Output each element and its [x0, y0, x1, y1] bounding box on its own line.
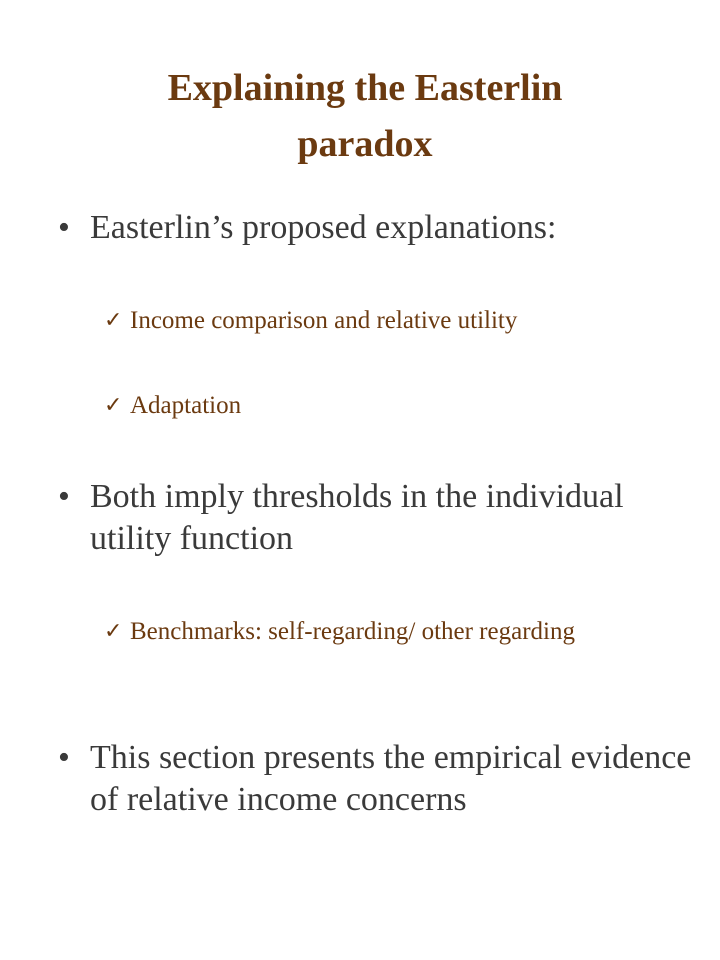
slide-title-line-2: paradox — [297, 123, 433, 165]
sub-item-text: Income comparison and relative utility — [130, 307, 518, 334]
bullet-item — [58, 207, 708, 249]
bullet-text: Easterlin’s proposed explanations: — [90, 209, 557, 246]
slide-title-line-1: Explaining the Easterlin — [167, 67, 563, 109]
checkmark-icon: ✓ — [104, 619, 123, 644]
checkmark-icon: ✓ — [104, 308, 123, 333]
sub-item — [104, 389, 664, 423]
sub-item — [104, 304, 664, 338]
sub-item — [104, 615, 664, 649]
checkmark-icon: ✓ — [104, 393, 123, 418]
bullet-text: This section presents the empirical evidence of relative income concerns — [90, 739, 692, 818]
bullet-text: Both imply thresholds in the individual utility function — [90, 478, 624, 557]
sub-item-text: Benchmarks: self-regarding/ other regarding — [130, 618, 575, 645]
bullet-dot-icon: • — [58, 478, 70, 515]
sub-item-text: Adaptation — [130, 392, 242, 419]
bullet-item — [58, 476, 708, 560]
slide-title — [0, 60, 720, 172]
bullet-item — [58, 737, 708, 821]
bullet-dot-icon: • — [58, 739, 70, 776]
bullet-dot-icon: • — [58, 209, 70, 246]
